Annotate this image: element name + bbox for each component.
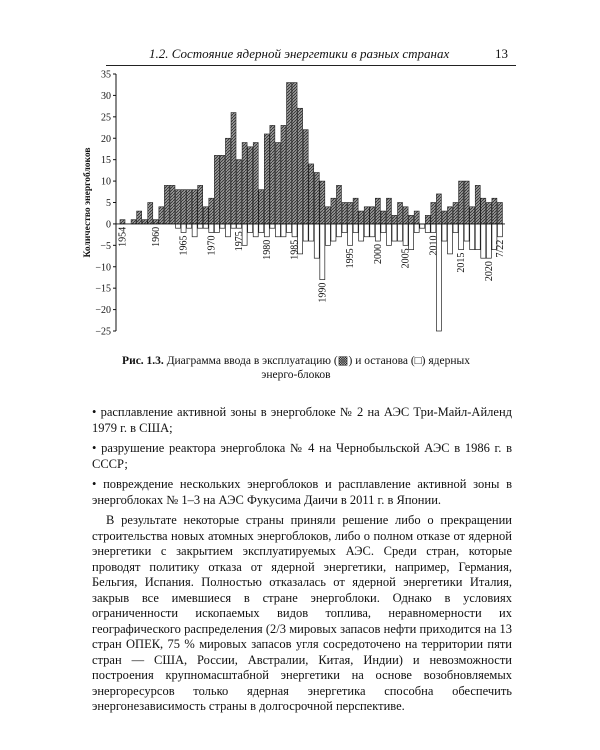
y-tick-label: −25 [95, 326, 111, 338]
bar-commissioned [287, 83, 292, 224]
bar-commissioned [198, 185, 203, 224]
y-tick-label: −20 [95, 305, 111, 317]
bar-commissioned [148, 203, 153, 224]
bar-commissioned [425, 215, 430, 224]
x-tick-label: 1954 [117, 226, 129, 247]
x-tick-label: 1965 [178, 235, 190, 256]
bar-commissioned [192, 190, 197, 224]
bar-shutdown [287, 224, 292, 233]
bar-shutdown [398, 224, 403, 241]
bar-commissioned [281, 125, 286, 224]
bar-shutdown [359, 224, 364, 241]
bar-shutdown [320, 224, 325, 280]
bar-shutdown [303, 224, 308, 241]
y-tick-label: 30 [101, 90, 111, 102]
bar-shutdown [414, 224, 419, 233]
bar-shutdown [392, 224, 397, 241]
bar-shutdown [209, 224, 214, 233]
bar-shutdown [270, 224, 275, 228]
bar-shutdown [403, 224, 408, 245]
bar-shutdown [497, 224, 502, 237]
bar-shutdown [348, 224, 353, 245]
bar-shutdown [176, 224, 181, 228]
x-tick-label: 7/22 [494, 239, 506, 258]
bar-commissioned [320, 181, 325, 224]
bar-shutdown [331, 224, 336, 241]
bar-commissioned [464, 181, 469, 224]
bar-shutdown [225, 224, 230, 237]
bar-commissioned [398, 203, 403, 224]
bar-shutdown [470, 224, 475, 250]
bar-commissioned [331, 198, 336, 224]
bar-commissioned [264, 134, 269, 224]
bar-shutdown [342, 224, 347, 233]
bar-shutdown [364, 224, 369, 237]
bullet-item: • повреждение нескольких энергоблоков и расплавление активной зоны в энергоблоках № 1–3 на АЭС Фукусима Даичи в 2011 г. в Японии. [92, 477, 512, 507]
bar-commissioned [131, 220, 136, 224]
bar-commissioned [342, 203, 347, 224]
bar-commissioned [303, 130, 308, 224]
bar-commissioned [431, 203, 436, 224]
bar-commissioned [392, 215, 397, 224]
x-tick-label: 1960 [150, 226, 162, 247]
bar-commissioned [470, 207, 475, 224]
bar-commissioned [214, 155, 219, 224]
x-tick-label: 2000 [372, 244, 384, 265]
bar-commissioned [386, 198, 391, 224]
running-header [106, 46, 516, 66]
bar-commissioned [442, 211, 447, 224]
bar-commissioned [270, 125, 275, 224]
bar-shutdown [386, 224, 391, 245]
bar-commissioned [164, 185, 169, 224]
y-tick-label: 0 [106, 219, 111, 231]
bar-shutdown [214, 224, 219, 233]
y-tick-label: −10 [95, 262, 111, 274]
bar-shutdown [292, 224, 297, 237]
bullet-item: • разрушение реактора энергоблока № 4 на Чернобыльской АЭС в 1986 г. в СССР; [92, 441, 512, 471]
bar-commissioned [142, 220, 147, 224]
bar-commissioned [381, 211, 386, 224]
bar-commissioned [298, 108, 303, 224]
y-tick-label: 10 [101, 176, 111, 188]
bar-commissioned [309, 164, 314, 224]
bar-shutdown [442, 224, 447, 241]
bar-shutdown [475, 224, 480, 250]
bar-shutdown [220, 224, 225, 228]
bar-commissioned [292, 83, 297, 224]
bar-commissioned [492, 198, 497, 224]
y-axis-title: Количество энергоблоков [83, 147, 93, 258]
x-tick-label: 1985 [289, 239, 301, 260]
bar-commissioned [220, 155, 225, 224]
bar-shutdown [447, 224, 452, 254]
bar-commissioned [375, 198, 380, 224]
x-tick-label: 1990 [317, 282, 329, 303]
bar-shutdown [336, 224, 341, 237]
bar-shutdown [203, 224, 208, 228]
bar-commissioned [153, 220, 158, 224]
bar-commissioned [459, 181, 464, 224]
bar-shutdown [231, 224, 236, 228]
bar-commissioned [325, 207, 330, 224]
chart-svg [80, 66, 510, 350]
running-header-title: 1.2. Состояние ядерной энергетики в разных странах [149, 46, 450, 61]
bar-commissioned [403, 207, 408, 224]
bar-shutdown [253, 224, 258, 237]
y-tick-label: 5 [106, 198, 111, 209]
figure-caption [116, 354, 476, 382]
bar-commissioned [481, 198, 486, 224]
bar-commissioned [203, 207, 208, 224]
bar-commissioned [242, 143, 247, 224]
x-tick-label: 1980 [261, 239, 273, 260]
bar-commissioned [176, 190, 181, 224]
x-tick-label: 2020 [483, 261, 495, 282]
bar-commissioned [353, 198, 358, 224]
x-tick-label: 1975 [234, 231, 246, 252]
bar-shutdown [409, 224, 414, 250]
y-tick-label: 35 [101, 69, 111, 81]
body-text [92, 405, 512, 715]
bar-shutdown [459, 224, 464, 250]
bar-shutdown [486, 224, 491, 258]
bar-commissioned [253, 143, 258, 224]
y-tick-label: −15 [95, 283, 111, 295]
figure-caption-label: Рис. 1.3. [122, 355, 164, 367]
body-paragraph: В результате некоторые страны приняли решение либо о прекращении строительства новых атомных энергоблоков, либо о полном отказе от ядерной энергетики с закрытием эксплуатируемых АЭС. Среди стран, которые проводят политику отказа от ядерной энергетики, например, Германия, Бельгия, Испания. Полностью отказалась от ядерной энергетики Италия, закрыв все имевшиеся в стране энергоблоки. Однако в условиях ограниченности ископаемых видов топлива, неравномерности их географического распределения (2/3 мировых запасов нефти приходится на 13 стран ОПЕК, 75 % мировых запасов угля сосредоточено на территории пяти стран — США, России, Австралии, Китая, Индии) и невозможности построения крупномасштабной энергетики на основе возобновляемых энергоресурсов только ядерная энергетика способна обеспечить энергонезависимость страны в долгосрочной перспективе. [92, 513, 512, 713]
bar-commissioned [370, 207, 375, 224]
bar-commissioned [486, 203, 491, 224]
bar-commissioned [237, 160, 242, 224]
bar-commissioned [414, 211, 419, 224]
bar-shutdown [309, 224, 314, 241]
bar-shutdown [192, 224, 197, 237]
y-tick-label: −5 [100, 240, 111, 252]
bar-commissioned [231, 113, 236, 224]
bar-commissioned [225, 138, 230, 224]
bar-commissioned [447, 207, 452, 224]
bar-commissioned [453, 203, 458, 224]
bar-commissioned [209, 198, 214, 224]
bar-shutdown [420, 224, 425, 228]
bar-commissioned [137, 211, 142, 224]
bar-shutdown [314, 224, 319, 258]
bar-commissioned [409, 215, 414, 224]
bar-shutdown [281, 224, 286, 237]
bar-commissioned [181, 190, 186, 224]
bar-commissioned [187, 190, 192, 224]
bar-shutdown [425, 224, 430, 233]
bar-shutdown [481, 224, 486, 258]
y-tick-label: 20 [101, 133, 111, 145]
bar-shutdown [237, 224, 242, 228]
x-tick-label: 1970 [206, 235, 218, 256]
y-tick-label: 15 [101, 155, 111, 167]
bar-shutdown [325, 224, 330, 245]
bar-commissioned [348, 203, 353, 224]
x-tick-label: 2005 [400, 248, 412, 269]
bullet-item: • расплавление активной зоны в энергоблоке № 2 на АЭС Три-Майл-Айленд 1979 г. в США; [92, 405, 512, 435]
x-tick-label: 2015 [456, 252, 468, 273]
bar-commissioned [170, 185, 175, 224]
bar-commissioned [359, 211, 364, 224]
bar-shutdown [181, 224, 186, 233]
bar-commissioned [364, 207, 369, 224]
bar-shutdown [187, 224, 192, 228]
x-tick-label: 2010 [428, 235, 440, 256]
bar-shutdown [381, 224, 386, 233]
bar-commissioned [120, 220, 125, 224]
bar-shutdown [198, 224, 203, 228]
bar-commissioned [336, 185, 341, 224]
bar-shutdown [453, 224, 458, 233]
bar-commissioned [475, 185, 480, 224]
bar-shutdown [353, 224, 358, 233]
bar-shutdown [275, 224, 280, 237]
bar-commissioned [314, 173, 319, 224]
y-tick-label: 25 [101, 112, 111, 124]
bar-shutdown [431, 224, 436, 233]
bar-shutdown [370, 224, 375, 237]
bar-commissioned [497, 203, 502, 224]
bar-shutdown [264, 224, 269, 237]
bar-commissioned [159, 207, 164, 224]
figure-caption-text: Диаграмма ввода в эксплуатацию (▩) и останова (□) ядерных энерго-блоков [166, 355, 470, 381]
bar-chart [80, 66, 510, 350]
bar-shutdown [248, 224, 253, 233]
bar-shutdown [375, 224, 380, 241]
bar-commissioned [275, 143, 280, 224]
bar-shutdown [259, 224, 264, 233]
bar-shutdown [464, 224, 469, 241]
page-number: 13 [495, 46, 508, 61]
x-tick-label: 1995 [345, 248, 357, 269]
bar-commissioned [248, 147, 253, 224]
bar-commissioned [436, 194, 441, 224]
bar-commissioned [259, 190, 264, 224]
